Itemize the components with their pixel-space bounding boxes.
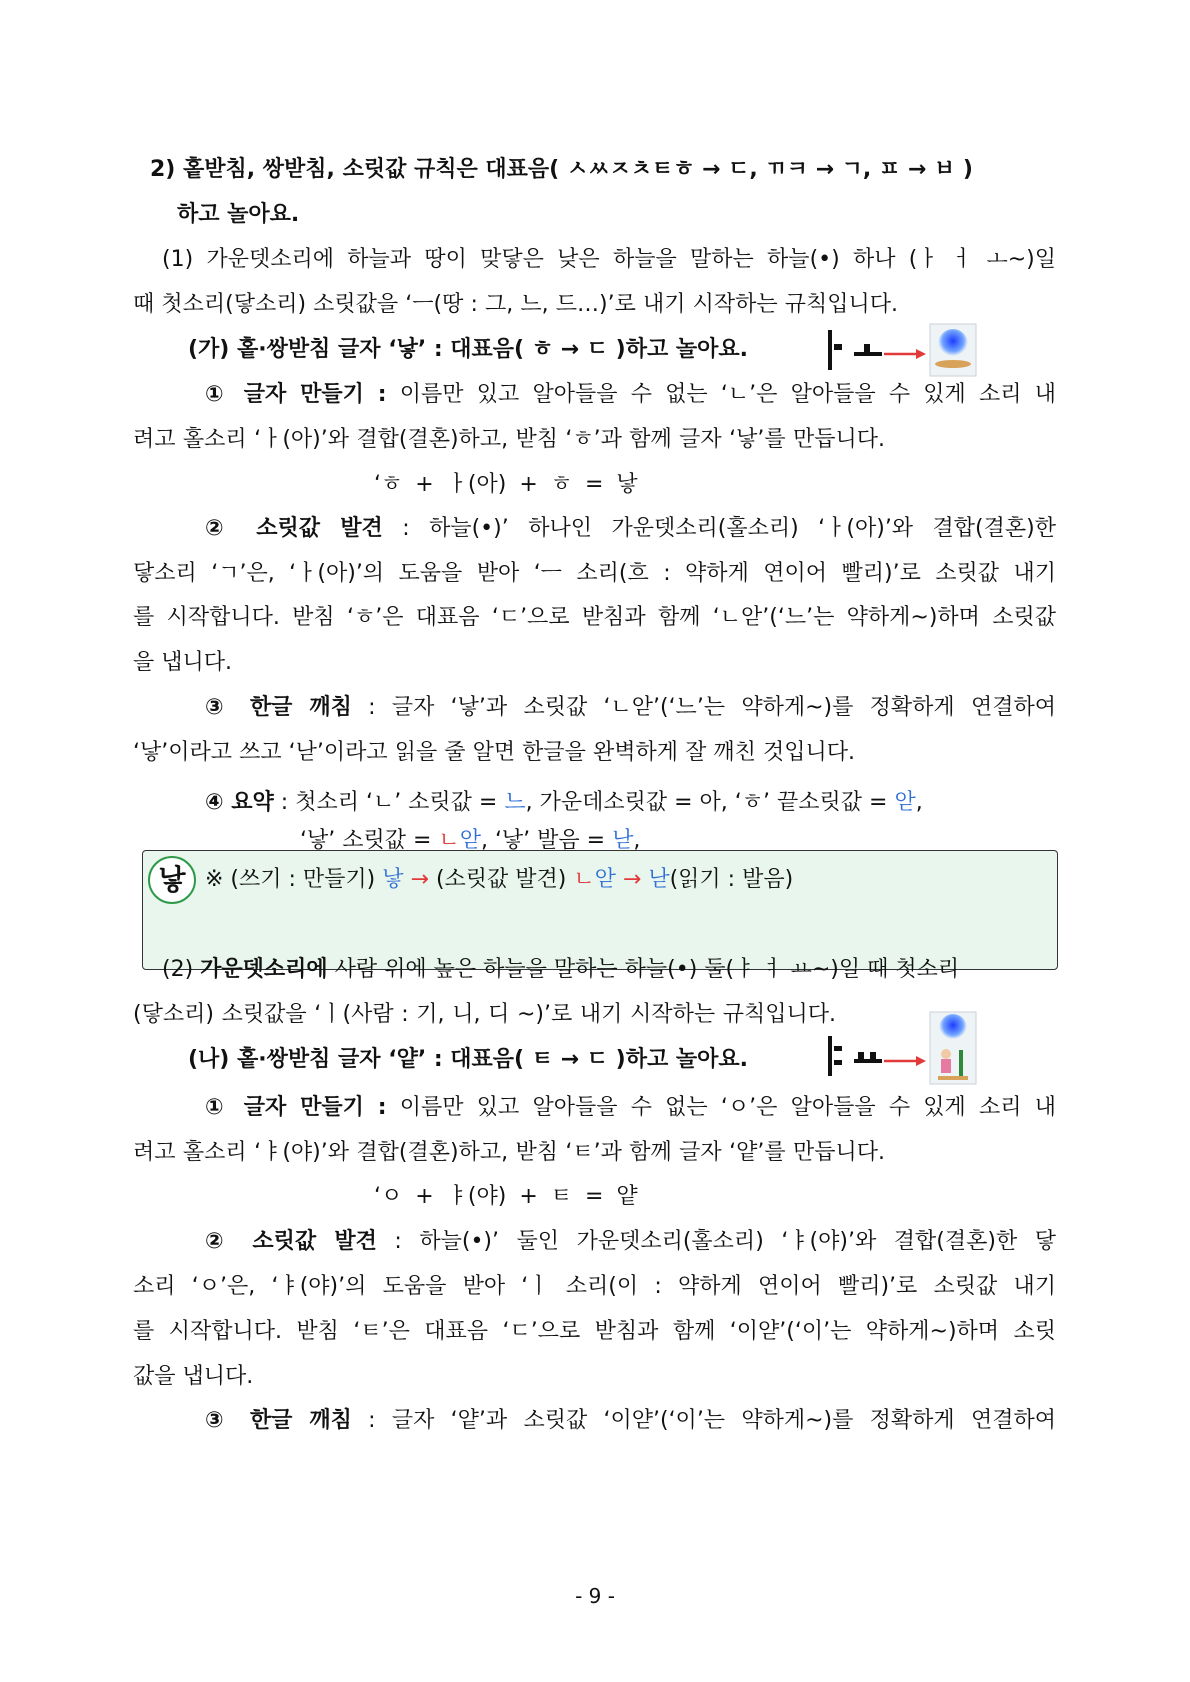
summary-line1 bbox=[205, 788, 923, 818]
make-text: 이름만 있고 알아들을 수 없는 ‘ㄴ’은 알아들을 수 있게 소리 내 bbox=[386, 382, 1056, 407]
summary-value: 앋 bbox=[459, 828, 481, 853]
summary-text: ※ (쓰기 : 만들기) bbox=[205, 867, 383, 892]
summary-text: (읽기 : 발음) bbox=[669, 867, 794, 892]
rule1-make-line2: 려고 홀소리 ‘ㅏ(아)’와 결합(결혼)하고, 받침 ‘ㅎ’과 함께 글자 ‘낳’를 만듭니다. bbox=[133, 427, 885, 452]
summary-value: 앋 bbox=[894, 790, 916, 815]
break-text: : 글자 ‘낳’과 소릿값 ‘ㄴ앋’(‘느’는 약하게~)를 정확하게 연결하여 bbox=[351, 695, 1056, 720]
rule1-make-line1 bbox=[205, 380, 1056, 410]
rule2-intro-text: 사람 위에 높은 하늘을 말하는 하늘(•) 둘(ㅑ ㅕ ㅛ~)일 때 첫소리 bbox=[327, 957, 960, 982]
summary-text: ‘낳’ 소릿값 = bbox=[300, 828, 439, 853]
discover-text: : 하늘(•)’ 둘인 가운뎃소리(홀소리) ‘ㅑ(야)’와 결합(결혼)한 닿 bbox=[376, 1229, 1056, 1254]
make-label: ① 글자 만들기 : bbox=[205, 382, 387, 407]
rule1-break-line2: ‘낳’이라고 쓰고 ‘낟’이라고 읽을 줄 알면 한글을 완벽하게 잘 깨친 것입니다. bbox=[133, 740, 855, 765]
discover-label: ② 소릿값 발견 bbox=[205, 516, 383, 541]
vowel-to-person-icon bbox=[818, 1010, 978, 1086]
break-text: : 글자 ‘얕’과 소릿값 ‘이얃’(‘이’는 약하게~)를 정확하게 연결하여 bbox=[351, 1408, 1056, 1433]
rule2-make-line2: 려고 홀소리 ‘ㅑ(야)’와 결합(결혼)하고, 받침 ‘ㅌ’과 함께 글자 ‘얕’를 만듭니다. bbox=[133, 1140, 885, 1165]
summary-line2 bbox=[300, 826, 640, 856]
summary-arrow: → bbox=[615, 867, 649, 892]
make-text: 이름만 있고 알아들을 수 없는 ‘ㅇ’은 알아들을 수 있게 소리 내 bbox=[386, 1095, 1056, 1120]
rule2-intro-text: (2) bbox=[162, 957, 201, 982]
rule2-discover-line2: 소리 ‘ㅇ’은, ‘ㅑ(야)’의 도움을 받아 ‘ㅣ 소리(이 : 약하게 연이어 빨리)’로 소릿값 내기 bbox=[133, 1274, 1056, 1299]
rule2-discover-line1 bbox=[205, 1227, 1056, 1257]
summary-value: 낳 bbox=[382, 867, 404, 892]
rule1-discover-line4: 을 냅니다. bbox=[133, 650, 232, 675]
rule2-intro-line1 bbox=[162, 955, 958, 985]
make-label: ① 글자 만들기 : bbox=[205, 1095, 387, 1120]
summary-value: 낟 bbox=[612, 828, 634, 853]
rule2-break-line1 bbox=[205, 1406, 1056, 1436]
summary-arrow: → bbox=[403, 867, 436, 892]
rule2-discover-line4: 값을 냅니다. bbox=[133, 1364, 254, 1389]
rule1-intro-line1: (1) 가운뎃소리에 하늘과 땅이 맞닿은 낮은 하늘을 말하는 하늘(•) 하나 (ㅏ ㅓ ㅗ~)일 bbox=[162, 247, 1056, 272]
summary-label: ④ 요약 bbox=[205, 790, 274, 815]
summary-value: ㄴ bbox=[573, 867, 595, 892]
rule1-discover-line2: 닿소리 ‘ㄱ’은, ‘ㅏ(아)’의 도움을 받아 ‘ㅡ 소리(흐 : 약하게 연이어 빨리)’로 소릿값 내기 bbox=[133, 561, 1056, 586]
summary-text: (소릿값 발견) bbox=[435, 867, 574, 892]
summary-value: ㄴ bbox=[438, 828, 460, 853]
section-heading-line1: 2) 홑받침, 쌍받침, 소릿값 규칙은 대표음( ㅅㅆㅈㅊㅌㅎ → ㄷ, ㄲㅋ → ㄱ, ㅍ → ㅂ ) bbox=[150, 157, 973, 182]
discover-text: : 하늘(•)’ 하나인 가운뎃소리(홀소리) ‘ㅏ(아)’와 결합(결혼)한 bbox=[382, 516, 1056, 541]
rule2-formula: ‘ㅇ + ㅑ(야) + ㅌ = 얕 bbox=[374, 1184, 638, 1209]
section-heading-line2: 하고 놀아요. bbox=[177, 202, 300, 227]
rule1-discover-line1 bbox=[205, 514, 1056, 544]
summary-value: 앋 bbox=[594, 867, 616, 892]
discover-label: ② 소릿값 발견 bbox=[205, 1229, 377, 1254]
rule2-intro-line2: (닿소리) 소릿값을 ‘ㅣ(사람 : 기, 니, 디 ~)’로 내기 시작하는 규칙입니다. bbox=[133, 1002, 836, 1027]
rule1-break-line1 bbox=[205, 693, 1056, 723]
summary-line3 bbox=[205, 865, 793, 895]
rule2-subtitle: (나) 홑·쌍받침 글자 ‘얕’ : 대표음( ㅌ → ㄷ )하고 놀아요. bbox=[188, 1047, 749, 1072]
summary-value: 낟 bbox=[648, 867, 670, 892]
rule1-subtitle: (가) 홑·쌍받침 글자 ‘낳’ : 대표음( ㅎ → ㄷ )하고 놀아요. bbox=[188, 337, 749, 362]
summary-text: : 첫소리 ‘ㄴ’ 소릿값 = bbox=[273, 790, 505, 815]
rule2-discover-line3: 를 시작합니다. 받침 ‘ㅌ’은 대표음 ‘ㄷ’으로 받침과 함께 ‘이얃’(‘이’는 약하게~)하며 소릿 bbox=[133, 1319, 1056, 1344]
summary-text: , ‘낳’ 발음 = bbox=[480, 828, 613, 853]
rule1-intro-line2: 때 첫소리(닿소리) 소릿값을 ‘ㅡ(땅 : 그, 느, 드…)’로 내기 시작하는 규칙입니다. bbox=[133, 292, 898, 317]
page-number: - 9 - bbox=[575, 1584, 615, 1608]
break-label: ③ 한글 깨침 bbox=[205, 695, 352, 720]
summary-text: , bbox=[633, 828, 641, 853]
rule1-formula: ‘ㅎ + ㅏ(아) + ㅎ = 낳 bbox=[374, 472, 638, 497]
summary-text: , bbox=[915, 790, 923, 815]
rule1-discover-line3: 를 시작합니다. 받침 ‘ㅎ’은 대표음 ‘ㄷ’으로 받침과 함께 ‘ㄴ앋’(‘느’는 약하게~)하며 소릿값 bbox=[133, 605, 1056, 630]
summary-value: 느 bbox=[504, 790, 526, 815]
rule2-make-line1 bbox=[205, 1093, 1056, 1123]
summary-badge: 낳 bbox=[148, 856, 196, 904]
vowel-to-sky-icon bbox=[818, 322, 978, 378]
rule2-intro-bold: 가운뎃소리에 bbox=[200, 957, 328, 982]
break-label: ③ 한글 깨침 bbox=[205, 1408, 352, 1433]
summary-text: , 가운데소릿값 = 아, ‘ㅎ’ 끝소릿값 = bbox=[525, 790, 895, 815]
